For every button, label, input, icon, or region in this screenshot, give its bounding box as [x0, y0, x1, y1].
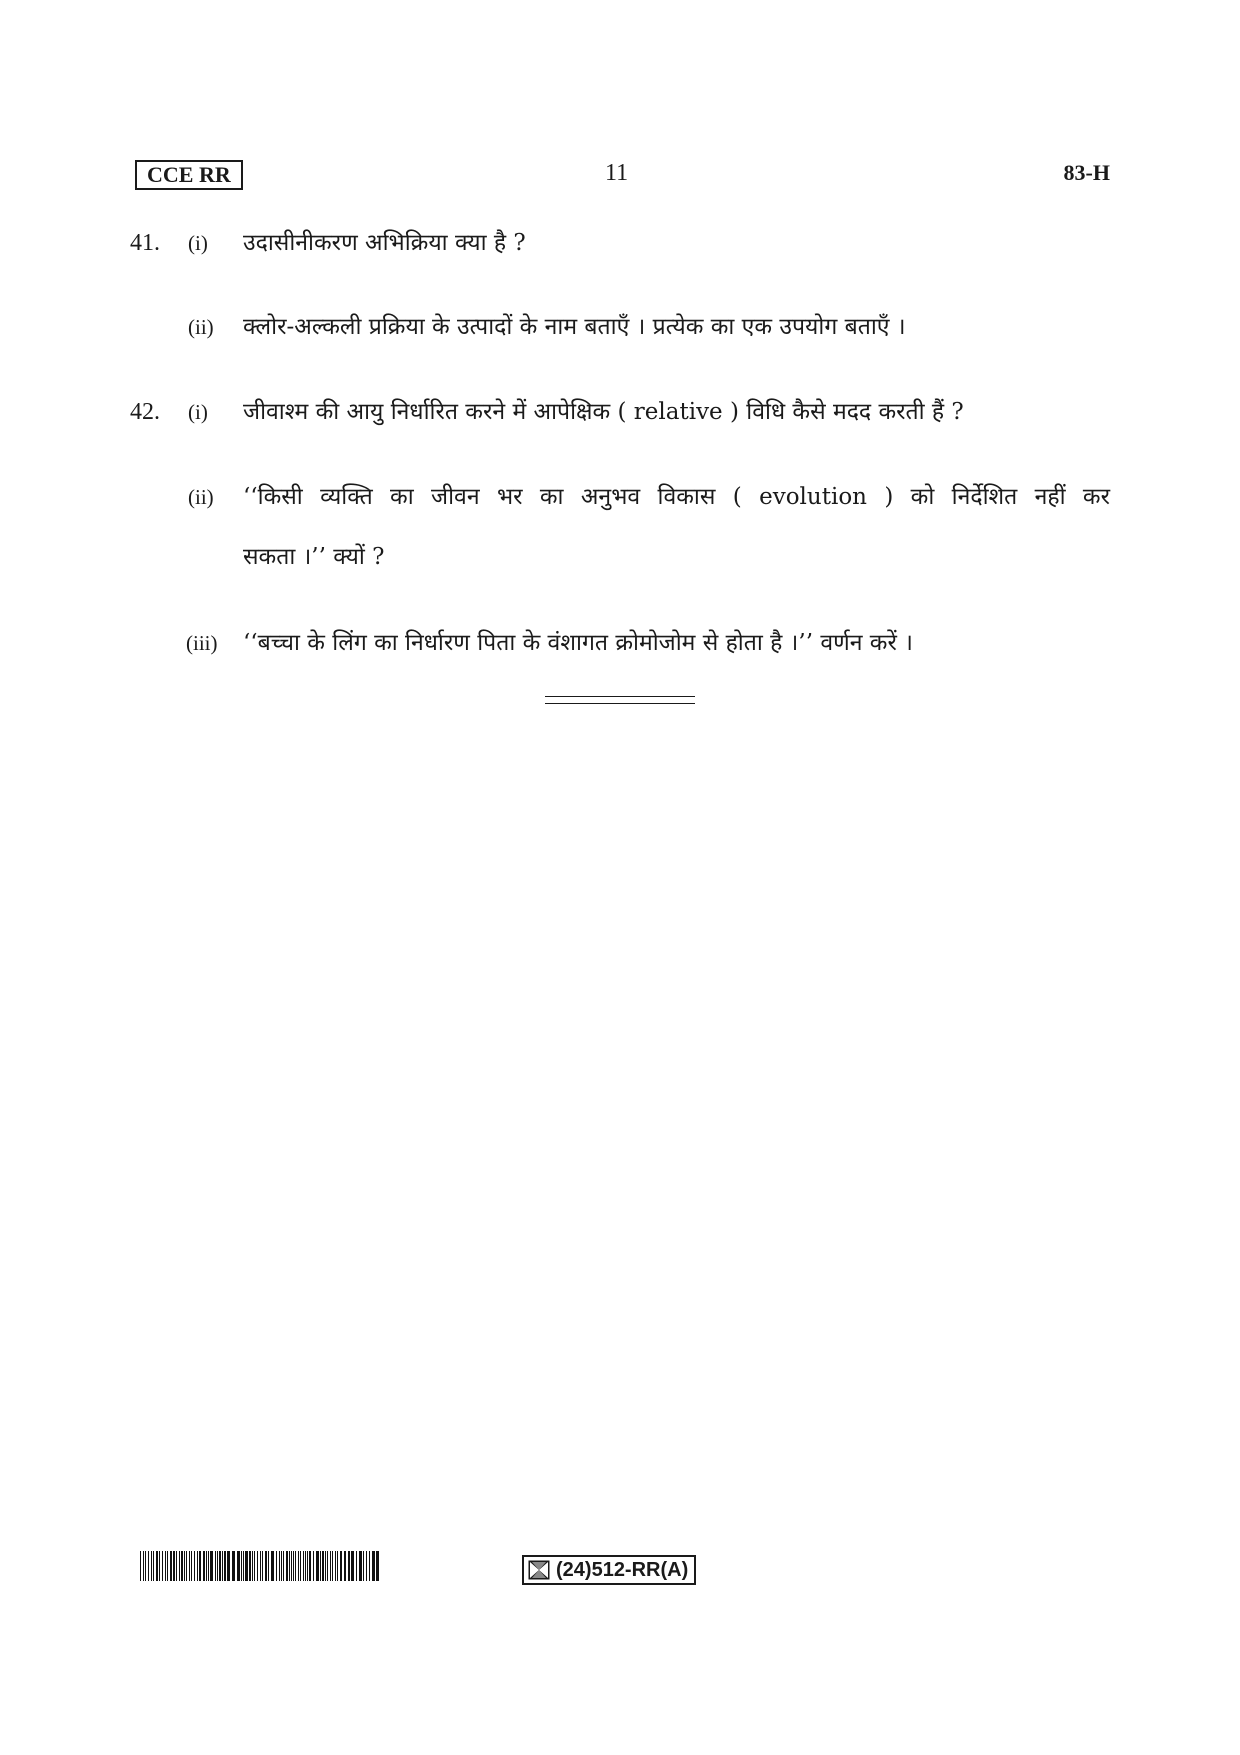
- barcode-bar: [262, 1551, 263, 1581]
- barcode-bar: [376, 1551, 379, 1581]
- barcode-bar: [356, 1551, 357, 1581]
- page-header: [135, 160, 1110, 194]
- barcode-bar: [224, 1551, 226, 1581]
- barcode-bar: [186, 1551, 187, 1581]
- question-text: ‘‘किसी व्यक्ति का जीवन भर का अनुभव विकास ( evolution ) को निर्देशित नहीं कर: [243, 484, 1110, 510]
- barcode-bar: [191, 1551, 192, 1581]
- barcode-bar: [300, 1551, 301, 1581]
- question-text-continued: सकता ।’’ क्यों ?: [243, 544, 385, 570]
- footer-serial-box: [522, 1555, 696, 1585]
- barcode-bar: [254, 1551, 255, 1581]
- barcode-bar: [291, 1551, 292, 1581]
- end-of-paper-rule: [545, 696, 695, 704]
- barcode-bar: [332, 1551, 333, 1581]
- part-label: (iii): [186, 631, 218, 655]
- barcode-bar: [369, 1551, 370, 1581]
- barcode-bar: [335, 1551, 336, 1581]
- footer-serial: (24)512-RR(A): [556, 1558, 689, 1581]
- barcode-bar: [145, 1551, 146, 1581]
- page-number: 11: [605, 160, 629, 186]
- barcode-bar: [265, 1551, 267, 1581]
- barcode-bar: [153, 1551, 154, 1581]
- barcode-bar: [305, 1551, 306, 1581]
- barcode-bar: [232, 1551, 235, 1581]
- barcode-bar: [351, 1551, 354, 1581]
- barcode-bar: [295, 1551, 296, 1581]
- barcode-bar: [372, 1551, 375, 1581]
- barcode-image: [140, 1551, 382, 1581]
- barcode-bar: [170, 1551, 172, 1581]
- barcode-bar: [167, 1551, 168, 1581]
- barcode-bar: [340, 1551, 342, 1581]
- barcode-bar: [148, 1551, 149, 1581]
- barcode-bar: [184, 1551, 185, 1581]
- question-text: क्लोर-अल्कली प्रक्रिया के उत्पादों के नाम बताएँ । प्रत्येक का एक उपयोग बताएँ ।: [243, 314, 906, 340]
- barcode-bar: [289, 1551, 290, 1581]
- barcode-bar: [337, 1551, 338, 1581]
- barcode-bar: [227, 1551, 230, 1581]
- question-number: 41.: [130, 230, 160, 256]
- barcode-bar: [307, 1551, 308, 1581]
- barcode-bar: [176, 1551, 177, 1581]
- barcode-bar: [279, 1551, 280, 1581]
- barcode-bar: [143, 1551, 144, 1581]
- barcode-bar: [330, 1551, 331, 1581]
- barcode-bar: [276, 1551, 277, 1581]
- barcode-bar: [252, 1551, 253, 1581]
- barcode-bar: [162, 1551, 163, 1581]
- barcode-bar: [219, 1551, 221, 1581]
- barcode-bar: [173, 1551, 175, 1581]
- question-number: 42.: [130, 399, 160, 425]
- barcode-bar: [206, 1551, 207, 1581]
- barcode-bar: [203, 1551, 205, 1581]
- barcode-bar: [363, 1551, 364, 1581]
- part-label: (ii): [188, 315, 214, 339]
- part-label: (i): [188, 400, 208, 424]
- barcode-bar: [165, 1551, 166, 1581]
- barcode-bar: [293, 1551, 294, 1581]
- barcode-bar: [316, 1551, 319, 1581]
- barcode-bar: [151, 1551, 152, 1581]
- barcode-bar: [245, 1551, 248, 1581]
- part-label: (ii): [188, 485, 214, 509]
- barcode-bar: [325, 1551, 326, 1581]
- barcode-bar: [194, 1551, 195, 1581]
- barcode-bar: [179, 1551, 180, 1581]
- barcode-bar: [344, 1551, 346, 1581]
- barcode-bar: [313, 1551, 314, 1581]
- barcode-bar: [140, 1551, 141, 1581]
- question-text: जीवाश्म की आयु निर्धारित करने में आपेक्षिक ( relative ) विधि कैसे मदद करती हैं ?: [243, 399, 964, 425]
- barcode-bar: [286, 1551, 288, 1581]
- barcode-bar: [320, 1551, 321, 1581]
- barcode-bar: [283, 1551, 284, 1581]
- barcode-bar: [268, 1551, 269, 1581]
- barcode-bar: [243, 1551, 244, 1581]
- barcode-bar: [181, 1551, 183, 1581]
- barcode-bar: [281, 1551, 282, 1581]
- barcode-bar: [348, 1551, 350, 1581]
- barcode-bar: [298, 1551, 299, 1581]
- barcode-bar: [309, 1551, 311, 1581]
- barcode-bar: [241, 1551, 242, 1581]
- barcode-bar: [217, 1551, 218, 1581]
- barcode-bar: [210, 1551, 213, 1581]
- barcode-bar: [197, 1551, 198, 1581]
- barcode-bar: [303, 1551, 304, 1581]
- barcode-bar: [271, 1551, 274, 1581]
- barcode-bar: [237, 1551, 240, 1581]
- paper-code: 83-H: [1063, 160, 1110, 185]
- barcode-bar: [257, 1551, 258, 1581]
- barcode-bar: [222, 1551, 223, 1581]
- barcode-bar: [215, 1551, 216, 1581]
- barcode-bar: [327, 1551, 328, 1581]
- crest-icon: [528, 1560, 550, 1580]
- barcode-bar: [199, 1551, 201, 1581]
- question-text: ‘‘बच्चा के लिंग का निर्धारण पिता के वंशागत क्रोमोजोम से होता है ।’’ वर्णन करें ।: [243, 630, 913, 656]
- barcode-bar: [189, 1551, 190, 1581]
- barcode-bar: [159, 1551, 160, 1581]
- part-label: (i): [188, 231, 208, 255]
- barcode-bar: [322, 1551, 324, 1581]
- barcode-bar: [366, 1551, 367, 1581]
- question-text: उदासीनीकरण अभिक्रिया क्या है ?: [243, 230, 526, 256]
- barcode-bar: [249, 1551, 251, 1581]
- exam-code-box: CCE RR: [135, 160, 243, 190]
- barcode-bar: [359, 1551, 362, 1581]
- barcode-bar: [156, 1551, 158, 1581]
- barcode-bar: [208, 1551, 209, 1581]
- barcode-bar: [260, 1551, 261, 1581]
